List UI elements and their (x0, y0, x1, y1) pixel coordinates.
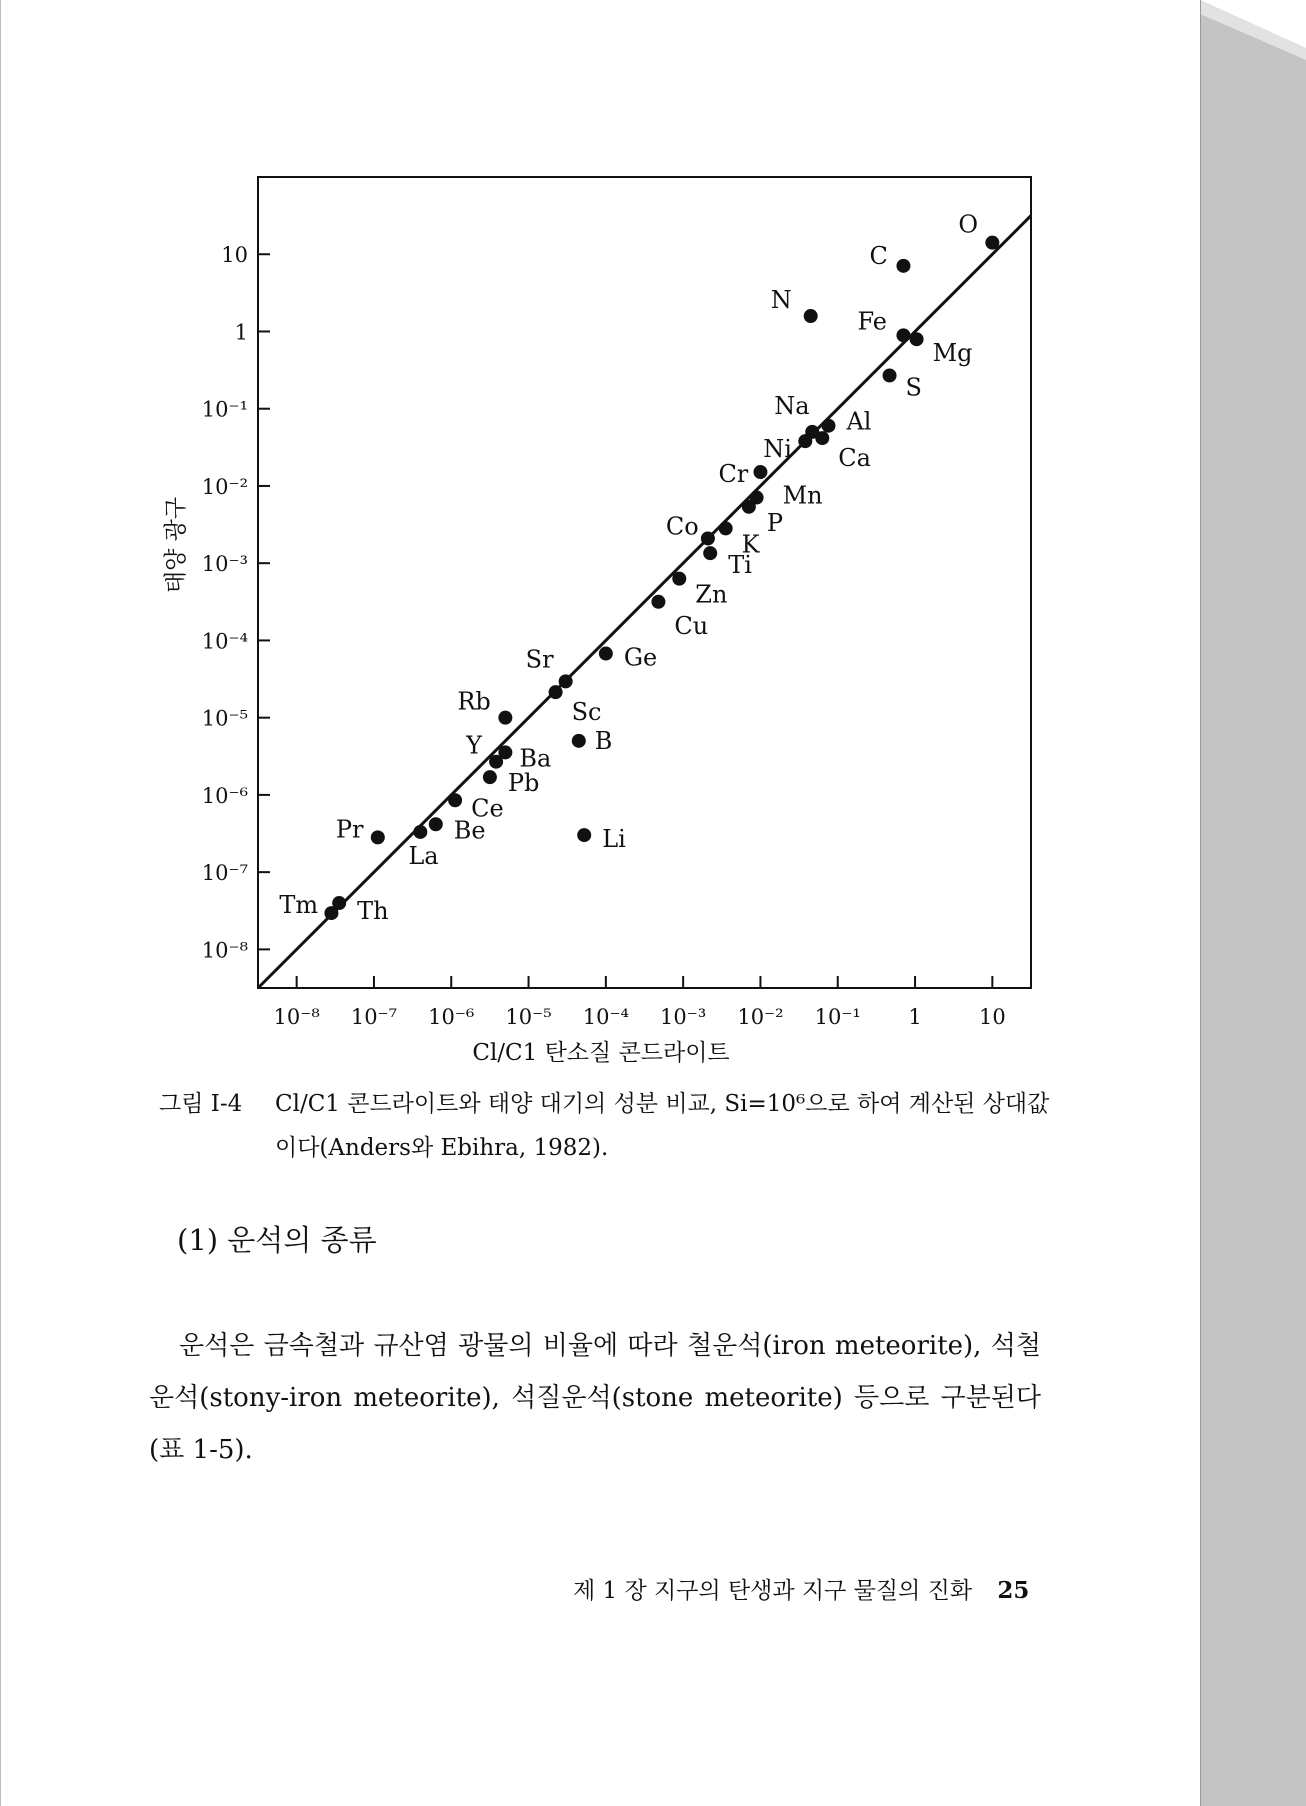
y-axis-ticks (202, 243, 270, 962)
point-label-be: Be (453, 816, 486, 845)
point-label-ca: Ca (838, 444, 871, 473)
point-label-ba: Ba (519, 744, 552, 773)
point-li (577, 828, 591, 842)
point-label-c: C (869, 241, 888, 270)
y-tick-label: 10⁻¹ (201, 397, 248, 422)
x-tick-label: 10⁻² (737, 1005, 784, 1029)
point-y (489, 755, 503, 769)
y-tick-label: 10⁻⁶ (201, 783, 248, 808)
point-label-mg: Mg (932, 339, 973, 368)
point-al (821, 419, 835, 433)
point-ca (815, 431, 829, 445)
x-tick-label: 10⁻⁵ (505, 1005, 552, 1029)
y-tick-label: 10 (221, 243, 248, 268)
point-label-zn: Zn (695, 580, 728, 609)
point-zn (672, 572, 686, 586)
point-label-sr: Sr (525, 645, 554, 674)
x-tick-label: 10⁻⁷ (350, 1005, 398, 1029)
point-sr (559, 674, 573, 688)
point-tm (324, 906, 338, 920)
point-label-rb: Rb (457, 687, 491, 716)
section-heading: (1) 운석의 종류 (177, 1223, 377, 1257)
point-mg (910, 332, 924, 346)
y-tick-label: 10⁻⁴ (201, 629, 248, 654)
point-label-k: K (741, 530, 760, 559)
x-tick-label: 1 (908, 1005, 922, 1029)
point-label-pb: Pb (507, 769, 540, 798)
point-label-ge: Ge (623, 643, 658, 672)
point-label-b: B (594, 726, 613, 755)
y-tick-label: 10⁻² (201, 474, 248, 499)
y-tick-label: 1 (234, 320, 248, 345)
y-axis-label: 태양 광구 (163, 496, 189, 594)
point-cu (651, 595, 665, 609)
point-label-th: Th (357, 897, 389, 926)
point-label-cu: Cu (674, 611, 709, 640)
x-tick-label: 10⁻¹ (814, 1005, 861, 1029)
data-points (279, 211, 999, 925)
point-ce (448, 793, 462, 807)
point-label-ce: Ce (471, 794, 504, 823)
x-tick-label: 10 (978, 1005, 1006, 1029)
point-label-mn: Mn (782, 481, 823, 510)
point-co (701, 531, 715, 545)
book-edge (1200, 0, 1306, 1806)
point-s (883, 369, 897, 383)
point-label-al: Al (846, 407, 872, 436)
point-fe (896, 328, 910, 342)
point-label-s: S (905, 373, 922, 402)
point-label-ti: Ti (728, 551, 752, 580)
point-label-pr: Pr (335, 815, 364, 844)
point-cr (753, 465, 767, 479)
y-tick-label: 10⁻⁷ (201, 861, 248, 886)
page-number: 25 (997, 1577, 1030, 1604)
caption-text: Cl/C1 콘드라이트와 태양 대기의 성분 비교, Si=10⁶으로 하여 계산된 상대값이다(Anders와 Ebihra, 1982). (275, 1091, 1050, 1161)
point-p (742, 500, 756, 514)
x-tick-label: 10⁻⁴ (582, 1005, 629, 1029)
y-tick-label: 10⁻⁵ (201, 706, 248, 731)
point-k (719, 521, 733, 535)
point-label-fe: Fe (857, 307, 888, 336)
point-label-n: N (770, 286, 792, 315)
point-label-cr: Cr (718, 460, 749, 489)
point-pr (371, 830, 385, 844)
point-sc (549, 685, 563, 699)
figure-caption (159, 1082, 1059, 1170)
point-b (572, 734, 586, 748)
figure-label: 그림 Ⅰ-4 (159, 1091, 243, 1117)
point-la (413, 825, 427, 839)
point-n (804, 309, 818, 323)
reference-line-y-equals-x (258, 216, 1031, 988)
running-footer (573, 1572, 1029, 1605)
x-axis-label: Cl/C1 탄소질 콘드라이트 (472, 1040, 730, 1066)
x-tick-label: 10⁻⁶ (428, 1005, 475, 1029)
x-axis-ticks (274, 976, 1006, 1029)
point-label-ni: Ni (763, 435, 792, 464)
point-label-co: Co (665, 512, 699, 541)
point-ge (599, 647, 613, 661)
point-ni (798, 434, 812, 448)
chapter-title: 제 1 장 지구의 탄생과 지구 물질의 진화 (573, 1578, 973, 1604)
y-tick-label: 10⁻⁸ (201, 938, 248, 963)
x-tick-label: 10⁻³ (660, 1005, 707, 1029)
point-be (429, 817, 443, 831)
point-label-tm: Tm (279, 891, 319, 920)
x-tick-label: 10⁻⁸ (273, 1005, 320, 1029)
point-o (985, 236, 999, 250)
point-label-sc: Sc (571, 698, 602, 727)
point-c (896, 259, 910, 273)
plot-frame (258, 177, 1031, 988)
point-ti (703, 546, 717, 560)
point-label-la: La (408, 841, 439, 870)
y-tick-label: 10⁻³ (201, 552, 248, 577)
point-label-li: Li (602, 825, 626, 854)
point-label-na: Na (774, 391, 810, 420)
body-paragraph: 운석은 금속철과 규산염 광물의 비율에 따라 철운석(iron meteorite), 석철운석(stony-iron meteorite), 석질운석(stone meteorite) 등으로 구분된다(표 1-5). (149, 1331, 1041, 1465)
point-label-o: O (958, 210, 979, 239)
point-label-y: Y (466, 731, 482, 760)
point-rb (498, 711, 512, 725)
scatter-chart (1, 0, 1201, 1080)
point-label-p: P (766, 508, 784, 537)
point-pb (483, 770, 497, 784)
